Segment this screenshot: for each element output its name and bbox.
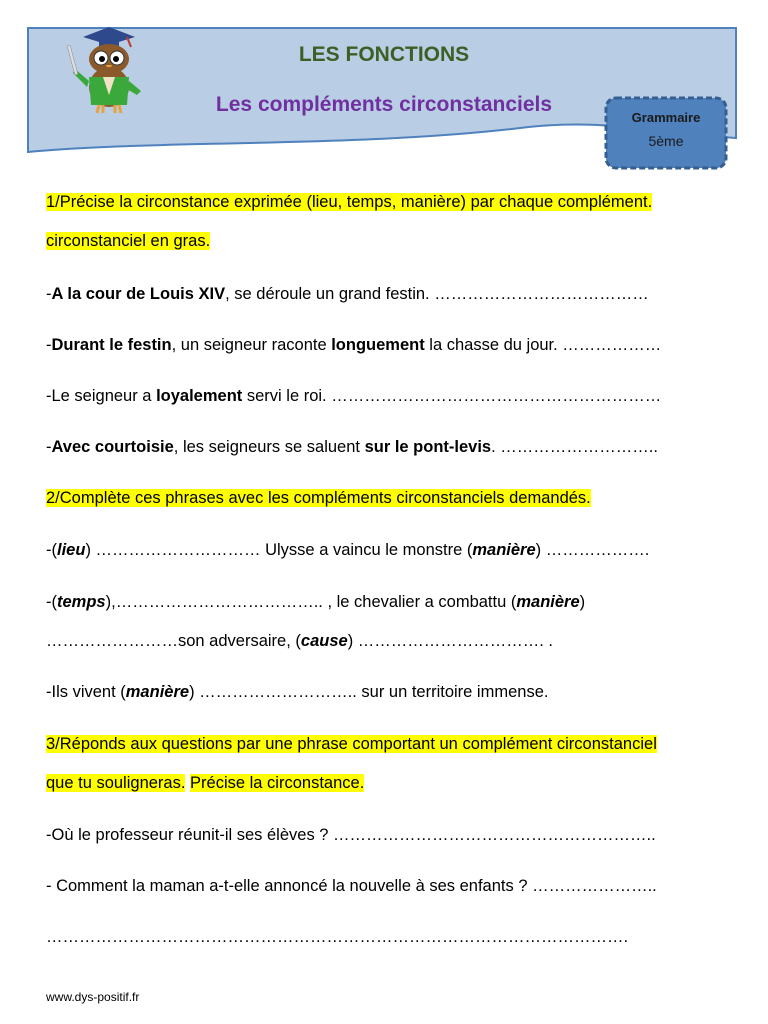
section2-sentence-2b: ……………………son adversaire, (cause) ……………………………. . — [46, 632, 554, 650]
section1-instruction-line2: circonstanciel en gras. — [46, 232, 211, 250]
section1-sentence-2: -Durant le festin, un seigneur raconte longuement la chasse du jour. ……………… — [46, 336, 662, 354]
page-title: LES FONCTIONS — [298, 43, 470, 66]
grammar-badge — [606, 98, 726, 168]
section1-instruction-line1: 1/Précise la circonstance exprimée (lieu, temps, manière) par chaque complément. — [46, 193, 653, 211]
section3-question-2: - Comment la maman a-t-elle annoncé la nouvelle à ses enfants ? ………………….. — [46, 877, 657, 895]
page-subtitle: Les compléments circonstanciels — [215, 93, 553, 116]
section1-sentence-4: -Avec courtoisie, les seigneurs se saluent sur le pont-levis. ……………………….. — [46, 438, 658, 456]
section1-sentence-1: -A la cour de Louis XIV, se déroule un grand festin. ………………………………… — [46, 285, 649, 303]
section2-sentence-3: -Ils vivent (manière) ……………………….. sur un territoire immense. — [46, 683, 549, 701]
section2-sentence-2a: -(temps),……………………………….. , le chevalier a combattu (manière) — [46, 593, 586, 611]
badge-subject: Grammaire — [631, 110, 701, 125]
footer-url: www.dys-positif.fr — [46, 990, 140, 1004]
section3-instruction-line2: que tu souligneras. Précise la circonstance. — [46, 774, 365, 792]
section3-instruction-line1: 3/Réponds aux questions par une phrase comportant un complément circonstanciel — [46, 735, 657, 753]
section3-question-1: -Où le professeur réunit-il ses élèves ? ………………………………………………….. — [46, 826, 656, 844]
badge-level: 5ème — [648, 133, 684, 149]
section1-sentence-3: -Le seigneur a loyalement servi le roi. …………………………………………………… — [46, 387, 662, 405]
section3-answer-line: ……………………………………………………………………………………………. — [46, 928, 629, 946]
section2-sentence-1: -(lieu) ………………………… Ulysse a vaincu le monstre (manière) ………………. — [46, 541, 650, 559]
section2-instruction: 2/Complète ces phrases avec les compléments circonstanciels demandés. — [46, 489, 591, 507]
